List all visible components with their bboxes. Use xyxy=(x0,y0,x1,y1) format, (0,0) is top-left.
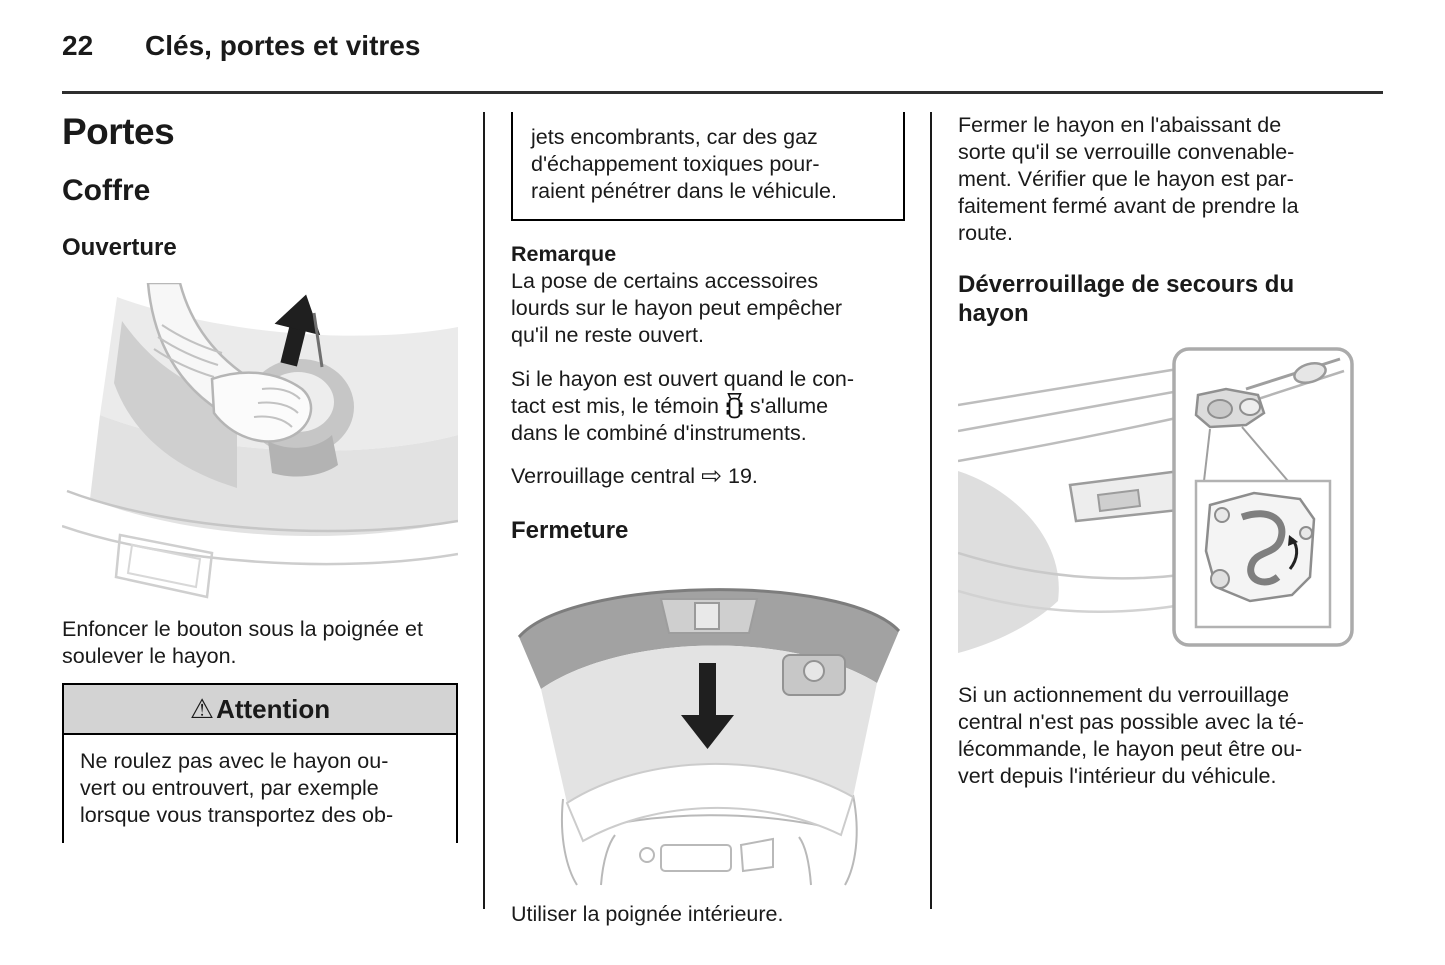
fermeture-caption: Utiliser la poignée intérieure. xyxy=(511,902,784,926)
column-3 xyxy=(958,112,1358,790)
tailgate-open-button-illustration xyxy=(62,283,458,608)
page-number: 22 xyxy=(62,30,94,61)
indicator-paragraph: Si le hayon est ouvert quand le con- tact est mis, le témoin s'allume dans le combiné d'instruments. xyxy=(511,367,855,445)
tailgate-open-telltale-icon xyxy=(724,393,745,420)
column-divider-2 xyxy=(930,112,932,909)
column-2 xyxy=(511,112,905,928)
deverrouillage-paragraph: Si un actionnement du verrouillage central n'est pas possible avec la té- lécommande, le hayon peut être ou- vert depuis l'intérieur du véhicule. xyxy=(958,683,1304,788)
note-label: Remarque xyxy=(511,242,617,266)
section-title-portes: Portes xyxy=(62,111,175,152)
header-rule xyxy=(62,91,1383,94)
warning-label: Attention xyxy=(216,693,331,724)
warning-continuation-box: jets encombrants, car des gaz d'échappement toxiques pour- raient pénétrer dans le véhicule. xyxy=(511,112,905,221)
page-ref-arrow-icon: ⇨ xyxy=(701,462,723,490)
column-divider-1 xyxy=(483,112,485,909)
warning-body: Ne roulez pas avec le hayon ou- vert ou entrouvert, par exemple lorsque vous transportez des ob- xyxy=(80,749,394,827)
crossref-page-number: 19. xyxy=(728,464,758,488)
section-title-coffre: Coffre xyxy=(62,174,151,207)
emergency-release-illustration xyxy=(958,343,1356,658)
crossref-verrouillage: Verrouillage central ⇨ 19. xyxy=(511,462,758,490)
subsection-title-ouverture: Ouverture xyxy=(62,234,177,261)
warning-box xyxy=(62,683,458,843)
fermeture-paragraph: Fermer le hayon en l'abaissant de sorte qu'il se verrouille convenable- ment. Vérifier que le hayon est par- faitement fermé avant de prendre la route. xyxy=(958,113,1299,245)
ouverture-paragraph: Enfoncer le bouton sous la poignée et soulever le hayon. xyxy=(62,617,423,668)
note-paragraph: La pose de certains accessoires lourds sur le hayon peut empêcher qu'il ne reste ouvert. xyxy=(511,269,843,347)
chapter-title: Clés, portes et vitres xyxy=(145,30,421,61)
warning-header xyxy=(64,685,456,735)
warning-triangle-icon: ⚠ xyxy=(189,693,215,724)
subsection-title-fermeture: Fermeture xyxy=(511,517,629,544)
subsection-title-deverrouillage: Déverrouillage de secours du hayon xyxy=(958,271,1295,327)
column-1 xyxy=(62,112,458,843)
tailgate-closing-illustration xyxy=(511,559,905,887)
